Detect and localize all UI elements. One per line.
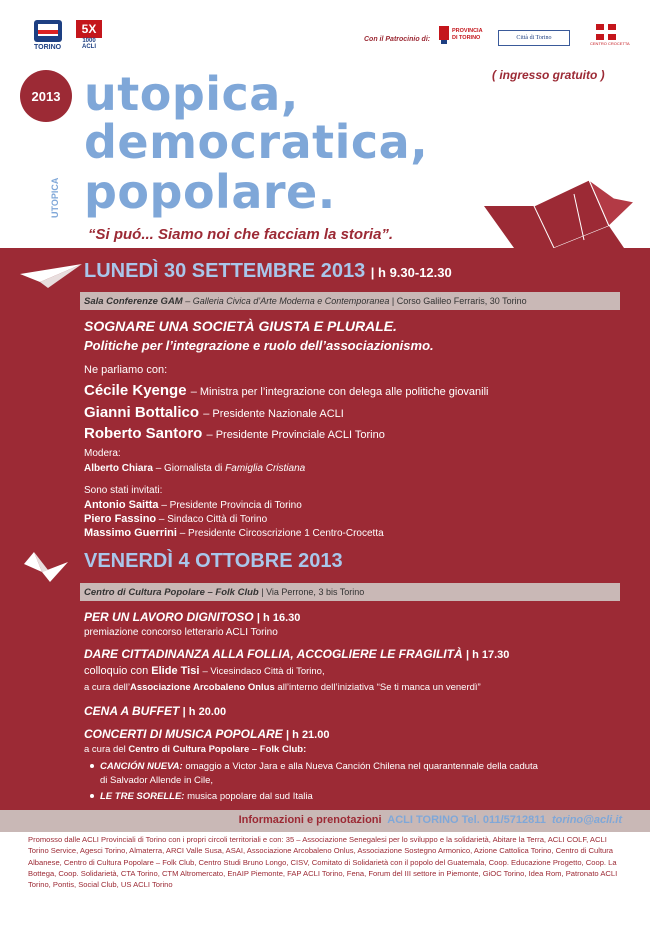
day1-venue-desc: – Galleria Civica d’Arte Moderna e Contemporanea <box>185 296 390 306</box>
event-2-cura-b: all’interno dell’iniziativa “Se ti manca un venerdì” <box>277 682 481 693</box>
speaker-2 <box>84 404 344 421</box>
day1-topic: SOGNARE UNA SOCIETÀ GIUSTA E PLURALE. <box>84 318 397 334</box>
event-4-cura <box>84 744 306 755</box>
guest-3-name: Massimo Guerrini <box>84 527 177 539</box>
citta-logo <box>498 30 570 46</box>
paper-boat-icon <box>474 178 644 248</box>
day1-hours: | h 9.30-12.30 <box>370 265 452 280</box>
moderator <box>84 463 305 474</box>
bullet-1-dot <box>90 764 94 768</box>
acli-logo-label: TORINO <box>34 44 62 51</box>
event-3-heading <box>84 704 226 718</box>
moderator-pub: Famiglia Cristiana <box>225 463 306 474</box>
event-2-cura-assoc: Associazione Arcobaleno Onlus <box>129 682 275 693</box>
speaker-3-role: – Presidente Provinciale ACLI Torino <box>206 429 385 441</box>
five-x-label: 5X <box>76 20 102 38</box>
moderator-name: Alberto Chiara <box>84 463 153 474</box>
bullet-2-title: LE TRE SORELLE: <box>100 791 185 802</box>
event-1-hour: | h 16.30 <box>256 612 301 624</box>
speaker-1 <box>84 382 489 399</box>
moderator-role: – Giornalista di <box>155 463 223 474</box>
acli-logo <box>30 18 66 54</box>
title-line-2: democratica, <box>84 115 429 169</box>
title-line-1: utopica, <box>84 67 299 121</box>
day1-venue: Sala Conferenze GAM <box>84 295 183 307</box>
invitati-label: Sono stati invitati: <box>84 485 163 496</box>
guest-3-role: – Presidente Circoscrizione 1 Centro-Crocetta <box>179 528 384 539</box>
title-line-3: popolare. <box>84 165 336 219</box>
guest-2-name: Piero Fassino <box>84 513 157 525</box>
ingresso-gratuito: ( ingresso gratuito ) <box>492 68 605 82</box>
day1-venue-addr: | Corso Galileo Ferraris, 30 Torino <box>391 296 527 306</box>
citta-label: Città di Torino <box>516 35 552 41</box>
day1-date: LUNEDÌ 30 SETTEMBRE 2013 <box>84 260 366 282</box>
provincia-logo <box>438 24 484 46</box>
circoscrizione-logo <box>588 22 630 48</box>
event-2-heading <box>84 647 509 661</box>
speaker-2-role: – Presidente Nazionale ACLI <box>203 408 344 420</box>
guest-1-role: – Presidente Provincia di Torino <box>161 500 302 511</box>
info-line <box>0 814 622 826</box>
day2-venue: Centro di Cultura Popolare – Folk Club <box>84 586 259 598</box>
bullet-1-line-2: di Salvador Allende in Cile, <box>100 775 214 786</box>
event-2-title: DARE CITTADINANZA ALLA FOLLIA, ACCOGLIERE LE FRAGILITÀ <box>84 647 463 661</box>
circoscrizione-label: CENTRO CROCETTA <box>590 41 630 46</box>
day2-date: VENERDÌ 4 OTTOBRE 2013 <box>84 550 343 572</box>
speaker-3 <box>84 425 385 442</box>
day1-venue-bar <box>80 292 620 310</box>
guest-2 <box>84 513 267 525</box>
event-2-cura <box>84 682 481 693</box>
side-utopica-label: UTOPICA <box>50 177 60 218</box>
event-1-title: PER UN LAVORO DIGNITOSO <box>84 610 254 624</box>
patrocinio-label: Con il Patrocinio di: <box>364 36 431 43</box>
guest-3 <box>84 527 384 539</box>
event-2-desc-b: – Vicesindaco Città di Torino, <box>202 666 325 677</box>
info-tel: ACLI TORINO Tel. 011/5712811 <box>387 814 546 826</box>
event-4-heading <box>84 727 329 741</box>
event-1-desc: premiazione concorso letterario ACLI Torino <box>84 627 278 638</box>
day1-heading <box>84 260 452 283</box>
provincia-label: PROVINCIA DI TORINO <box>452 28 483 41</box>
bullet-2 <box>90 791 313 802</box>
paper-crane-icon <box>22 548 70 584</box>
event-2-cura-a: a cura dell’ <box>84 682 130 693</box>
bullet-1 <box>90 761 538 772</box>
year-badge: 2013 <box>20 70 72 122</box>
day2-heading <box>84 550 343 573</box>
event-2-hour: | h 17.30 <box>465 649 510 661</box>
speaker-1-role: – Ministra per l’integrazione con delega alle politiche giovanili <box>190 386 489 398</box>
event-4-hour: | h 21.00 <box>286 729 330 741</box>
event-2-desc <box>84 665 325 677</box>
event-3-title: CENA A BUFFET <box>84 704 180 718</box>
paper-plane-icon <box>18 262 84 290</box>
info-mail[interactable]: torino@acli.it <box>551 814 622 826</box>
event-3-hour: | h 20.00 <box>182 706 227 718</box>
bullet-1-title: CANCIÓN NUEVA: <box>100 761 183 772</box>
event-4-title: CONCERTI DI MUSICA POPOLARE <box>84 727 283 741</box>
modera-label: Modera: <box>84 448 121 459</box>
five-x-sub: 1000 ACLI <box>82 38 96 50</box>
five-x-mille-logo <box>76 20 102 52</box>
bullet-2-text: musica popolare dal sud Italia <box>187 791 313 802</box>
ne-parliamo-label: Ne parliamo con: <box>84 364 168 376</box>
day1-subtopic: Politiche per l’integrazione e ruolo dell’associazionismo. <box>84 338 434 353</box>
speaker-3-name: Roberto Santoro <box>84 425 203 442</box>
event-2-guest: Elide Tisi <box>151 665 200 677</box>
speaker-2-name: Gianni Bottalico <box>84 404 200 421</box>
day2-venue-bar <box>80 583 620 601</box>
guest-1 <box>84 499 302 511</box>
promoters-text: Promosso dalle ACLI Provinciali di Torino con i propri circoli territoriali e con: 35 – Associazione Senegalesi per lo sviluppo e la solidarietà, Abitare la Terra, ACLI COLF, ACLI Torino Service, Agesci Torino, Almaterra, ARCI Valle Susa, ASAI, Associazione Arcobaleno Onlus, Associazione Sostegno Armonico, Azione Cattolica Torino, Centro di Cultura Albanese, Centro di Cultura Popolare – Folk Club, Centro Studi Bruno Longo, CISV, Comitato di Solidarietà con il popolo del Guatemala, Coop. Educazione Progetto, Coop. La Bottega, Coop. Solidarietà, CTA Torino, CTM Altromercato, EnAIP Piemonte, FAP ACLI Torino, Fena, Forum del III settore in Piemonte, GiOC Torino, Idea Rom, Patronato ACLI Torino, Pontis, Social Club, US ACLI Torino <box>28 835 618 890</box>
speaker-1-name: Cécile Kyenge <box>84 382 187 399</box>
guest-2-role: – Sindaco Città di Torino <box>158 514 268 525</box>
quote: “Si puó... Siamo noi che facciam la storia”. <box>88 226 394 243</box>
event-1-heading <box>84 610 300 624</box>
event-4-cura-a: a cura del <box>84 744 126 755</box>
event-2-desc-a: colloquio con <box>84 665 149 677</box>
bullet-1-text: omaggio a Victor Jara e alla Nueva Canción Chilena nel quarantennale della caduta <box>185 761 538 772</box>
day2-venue-addr: | Via Perrone, 3 bis Torino <box>261 587 365 597</box>
bullet-2-dot <box>90 794 94 798</box>
event-4-cura-b: Centro di Cultura Popolare – Folk Club: <box>128 744 307 755</box>
info-label: Informazioni e prenotazioni <box>238 814 382 826</box>
guest-1-name: Antonio Saitta <box>84 499 159 511</box>
